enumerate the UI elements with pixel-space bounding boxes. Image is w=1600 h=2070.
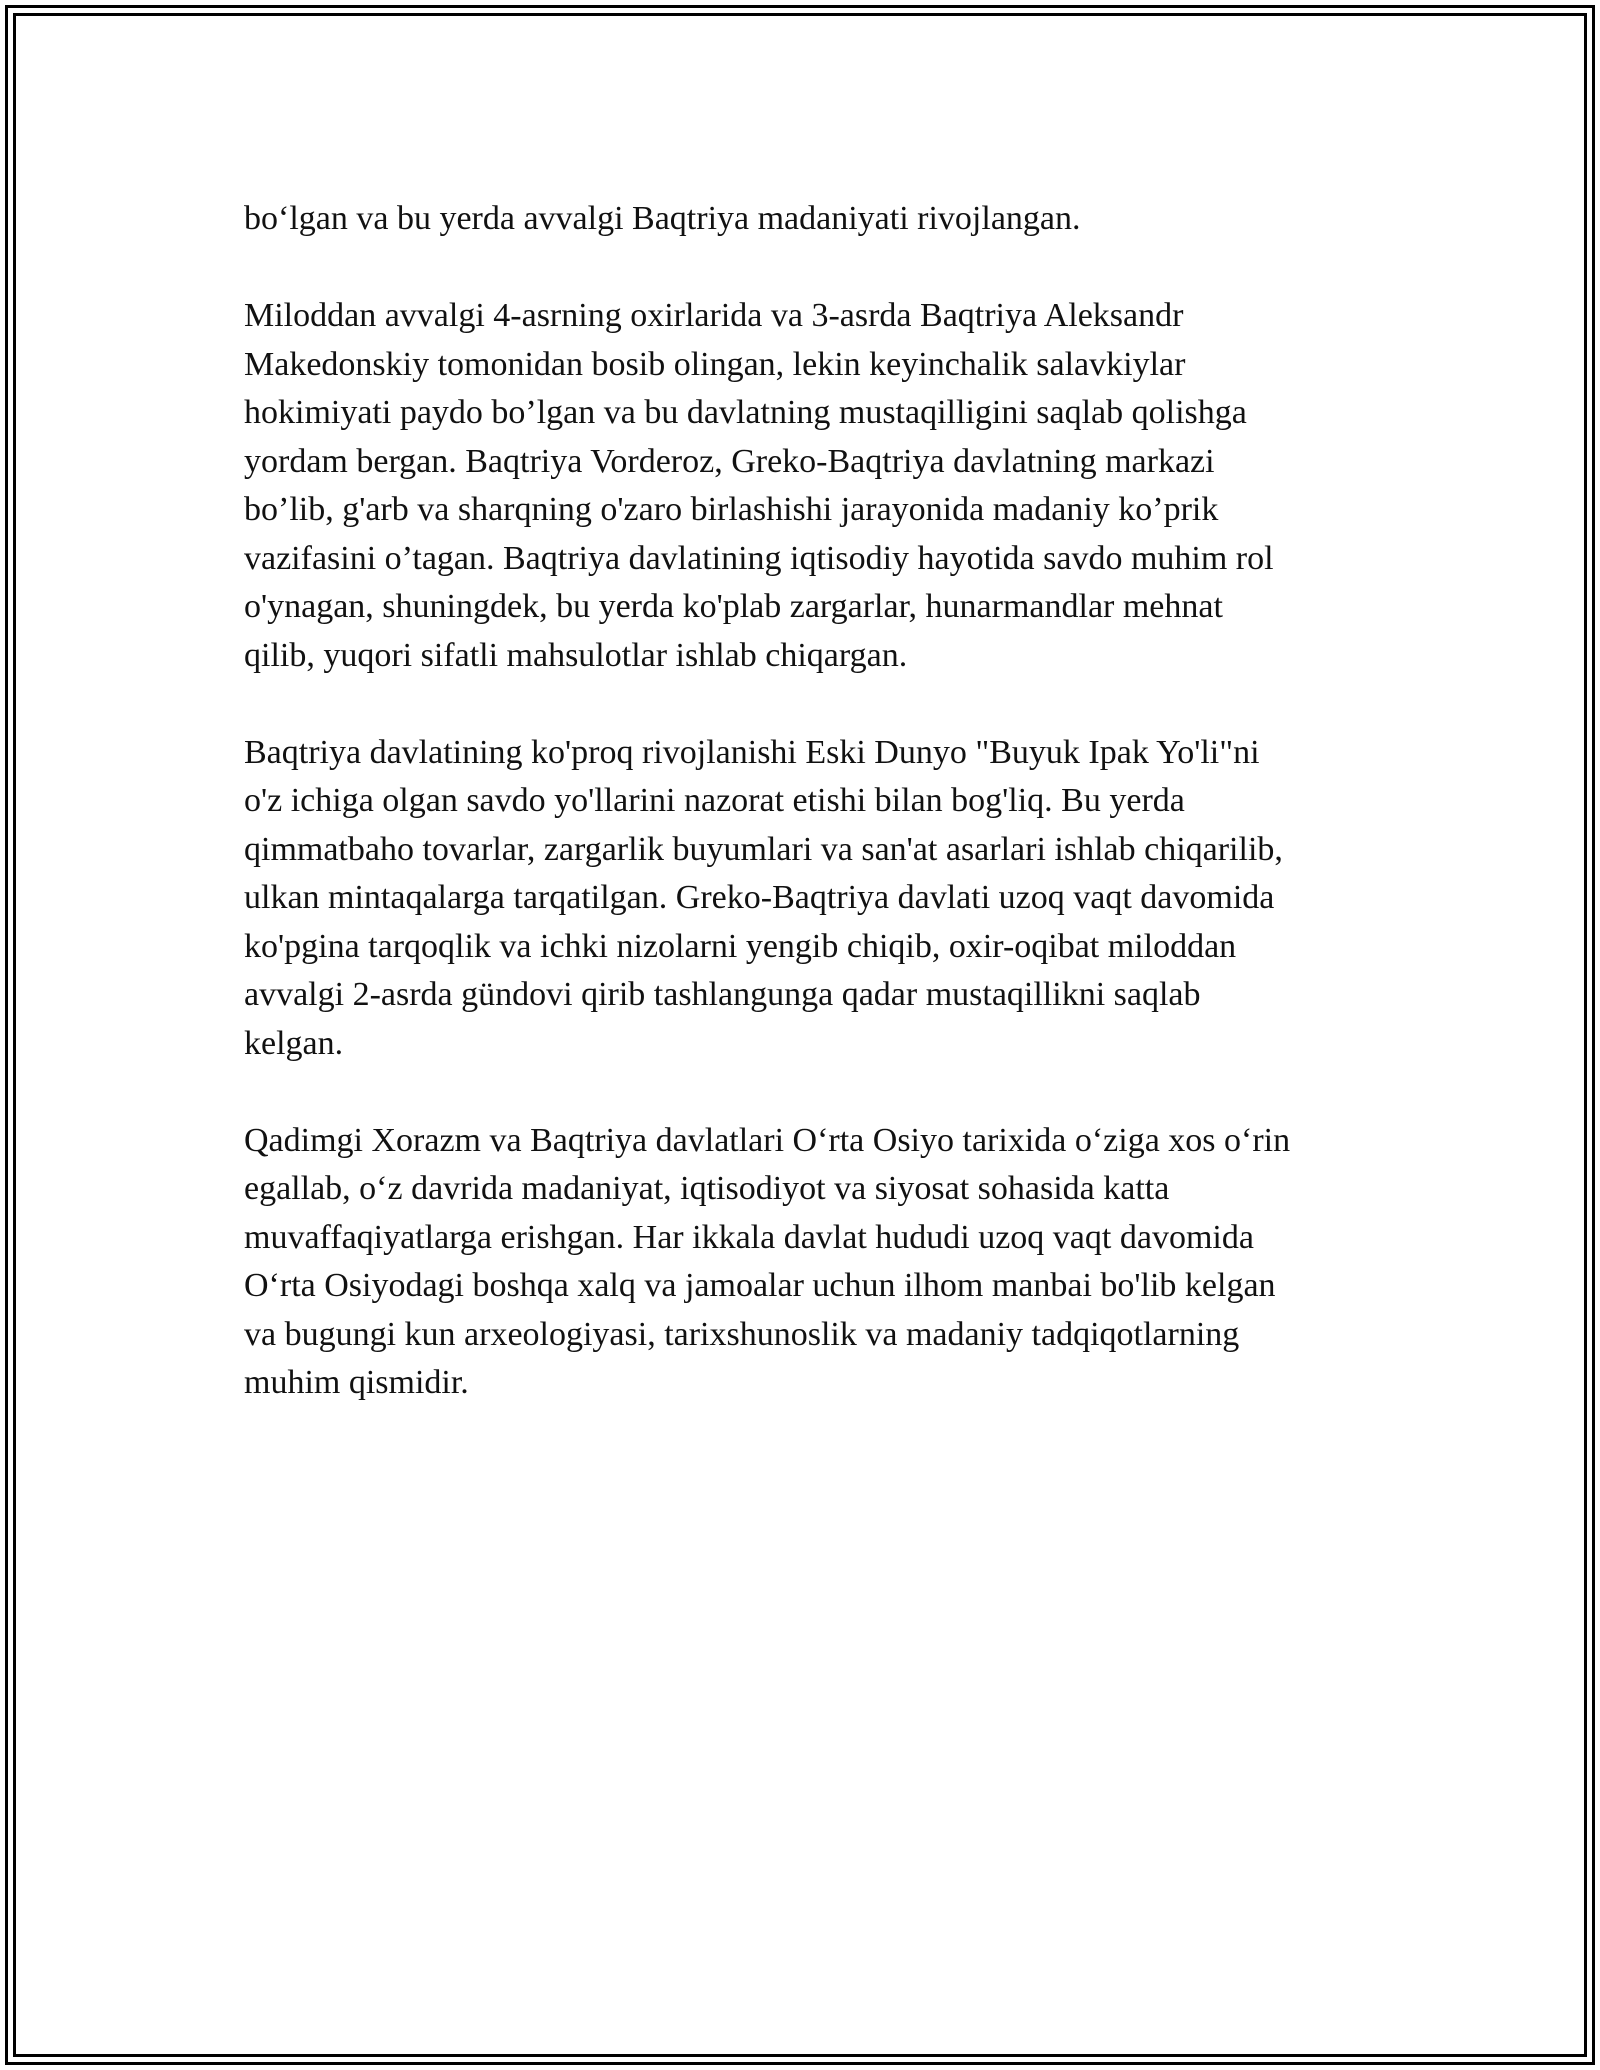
page-border-outer bbox=[5, 5, 1595, 2065]
paragraph: Qadimgi Xorazm va Baqtriya davlatlari O‘rta Osiyo tarixida o‘ziga xos o‘rin egallab, o‘z davrida madaniyat, iqtisodiyot va siyosat sohasida katta muvaffaqiyatlarga erishgan. Har ikkala davlat hududi uzoq vaqt davomida O‘rta Osiyodagi boshqa xalq va jamoalar uchun ilhom manbai bo'lib kelgan va bugungi kun arxeologiyasi, tarixshunoslik va madaniy tadqiqotlarning muhim qismidir. bbox=[244, 1121, 1291, 1401]
paragraph: Miloddan avvalgi 4-asrning oxirlarida va 3-asrda Baqtriya Aleksandr Makedonskiy tomonidan bosib olingan, lekin keyinchalik salavkiylar hokimiyati paydo bo’lgan va bu davlatning mustaqilligini saqlab qolishga yordam bergan. Baqtriya Vorderoz, Greko-Baqtriya davlatning markazi bo’lib, g'arb va sharqning o'zaro birlashishi jarayonida madaniy ko’prik vazifasini o’tagan. Baqtriya davlatining iqtisodiy hayotida savdo muhim rol o'ynagan, shuningdek, bu yerda ko'plab zargarlar, hunarmandlar mehnat qilib, yuqori sifatli mahsulotlar ishlab chiqargan. bbox=[244, 297, 1274, 674]
paragraph: bo‘lgan va bu yerda avvalgi Baqtriya madaniyati rivojlangan. bbox=[244, 200, 1081, 237]
document-body bbox=[244, 195, 1394, 1456]
paragraph: Baqtriya davlatining ko'proq rivojlanishi Eski Dunyo "Buyuk Ipak Yo'li"ni o'z ichiga olgan savdo yo'llarini nazorat etishi bilan bog'liq. Bu yerda qimmatbaho tovarlar, zargarlik buyumlari va san'at asarlari ishlab chiqarilib, ulkan mintaqalarga tarqatilgan. Greko-Baqtriya davlati uzoq vaqt davomida ko'pgina tarqoqlik va ichki nizolarni yengib chiqib, oxir-oqibat miloddan avvalgi 2-asrda gündovi qirib tashlangunga qadar mustaqillikni saqlab kelgan. bbox=[244, 733, 1283, 1062]
